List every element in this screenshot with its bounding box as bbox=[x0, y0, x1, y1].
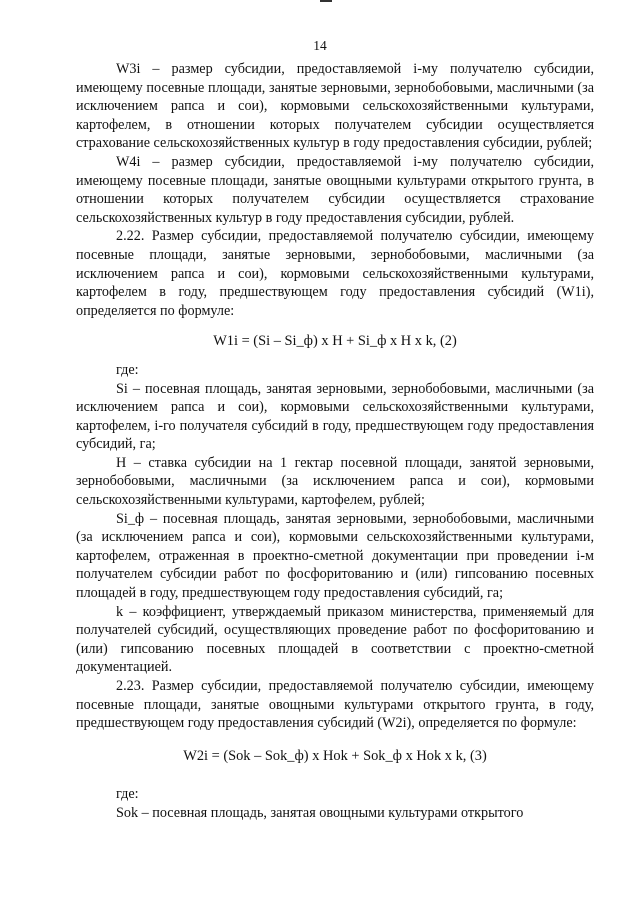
where-label-1: где: bbox=[116, 361, 139, 378]
definition-h: H – ставка субсидии на 1 гектар посевной площади, занятой зерновыми, зернобобовыми, масличными (за исключением рапса и сои), кормовыми сельскохозяйственными культурами, картофелем, рублей; bbox=[76, 454, 594, 509]
formula-3: W2i = (Sok – Sok_ф) x Hok + Sok_ф x Hok x k, (3) bbox=[183, 747, 487, 764]
paragraph-2-23: 2.23. Размер субсидии, предоставляемой получателю субсидии, имеющему посевные площади, занятые овощными культурами открытого грунта, в году, предшествующем году предоставления субсидий (W2i), определяется по формуле: bbox=[76, 678, 594, 732]
definition-si-f: Si_ф – посевная площадь, занятая зерновыми, зернобобовыми, масличными (за исключением рапса и сои), кормовыми сельскохозяйственными культурами, картофелем, отраженная в проектно-сметной документации при проведении i-м получателем субсидии работ по фосфоритованию и (или) гипсованию посевных площадей в году, предшествующем году предоставления субсидий, га; bbox=[76, 510, 594, 602]
page-number: 14 bbox=[313, 38, 327, 53]
document-body bbox=[76, 60, 594, 823]
paragraph-2-22: 2.22. Размер субсидии, предоставляемой получателю субсидии, имеющему посевные площади, занятые зерновыми, зернобобовыми, масличными (за исключением рапса и сои), кормовыми сельскохозяйственными культурами, картофелем в году, предшествующем году предоставления субсидий (W1i), определяется по формуле: bbox=[76, 228, 594, 319]
paragraph-w4i: W4i – размер субсидии, предоставляемой i-му получателю субсидии, имеющему посевные площади, занятые овощными культурами открытого грунта, в отношении которых получателем субсидии осуществляется страхование сельскохозяйственных культур в году предоставления субсидии, рублей. bbox=[76, 153, 594, 226]
definition-sok: Sok – посевная площадь, занятая овощными культурами открытого bbox=[116, 804, 524, 821]
formula-2: W1i = (Si – Si_ф) x H + Si_ф x H x k, (2) bbox=[213, 333, 457, 350]
definition-k: k – коэффициент, утверждаемый приказом министерства, применяемый для получателей субсидий, осуществляющих проведение работ по фосфоритованию и (или) гипсованию посевных площадей в соответствии с проектно-сметной документацией. bbox=[76, 603, 594, 676]
definition-si: Si – посевная площадь, занятая зерновыми, зернобобовыми, масличными (за исключением рапса и сои), кормовыми сельскохозяйственными культурами, картофелем, i-го получателя субсидий в году, предшествующем году предоставления субсидий, га; bbox=[76, 380, 594, 453]
paragraph-w3i: W3i – размер субсидии, предоставляемой i-му получателю субсидии, имеющему посевные площади, занятые зерновыми, зернобобовыми, масличными (за исключением рапса и сои), кормовыми сельскохозяйственными культурами, картофелем, в отношении которых получателем субсидии осуществляется страхование сельскохозяйственных культур в году предоставления субсидии, рублей; bbox=[76, 61, 594, 152]
where-label-2: где: bbox=[116, 786, 139, 803]
page-top-mark bbox=[320, 0, 332, 2]
